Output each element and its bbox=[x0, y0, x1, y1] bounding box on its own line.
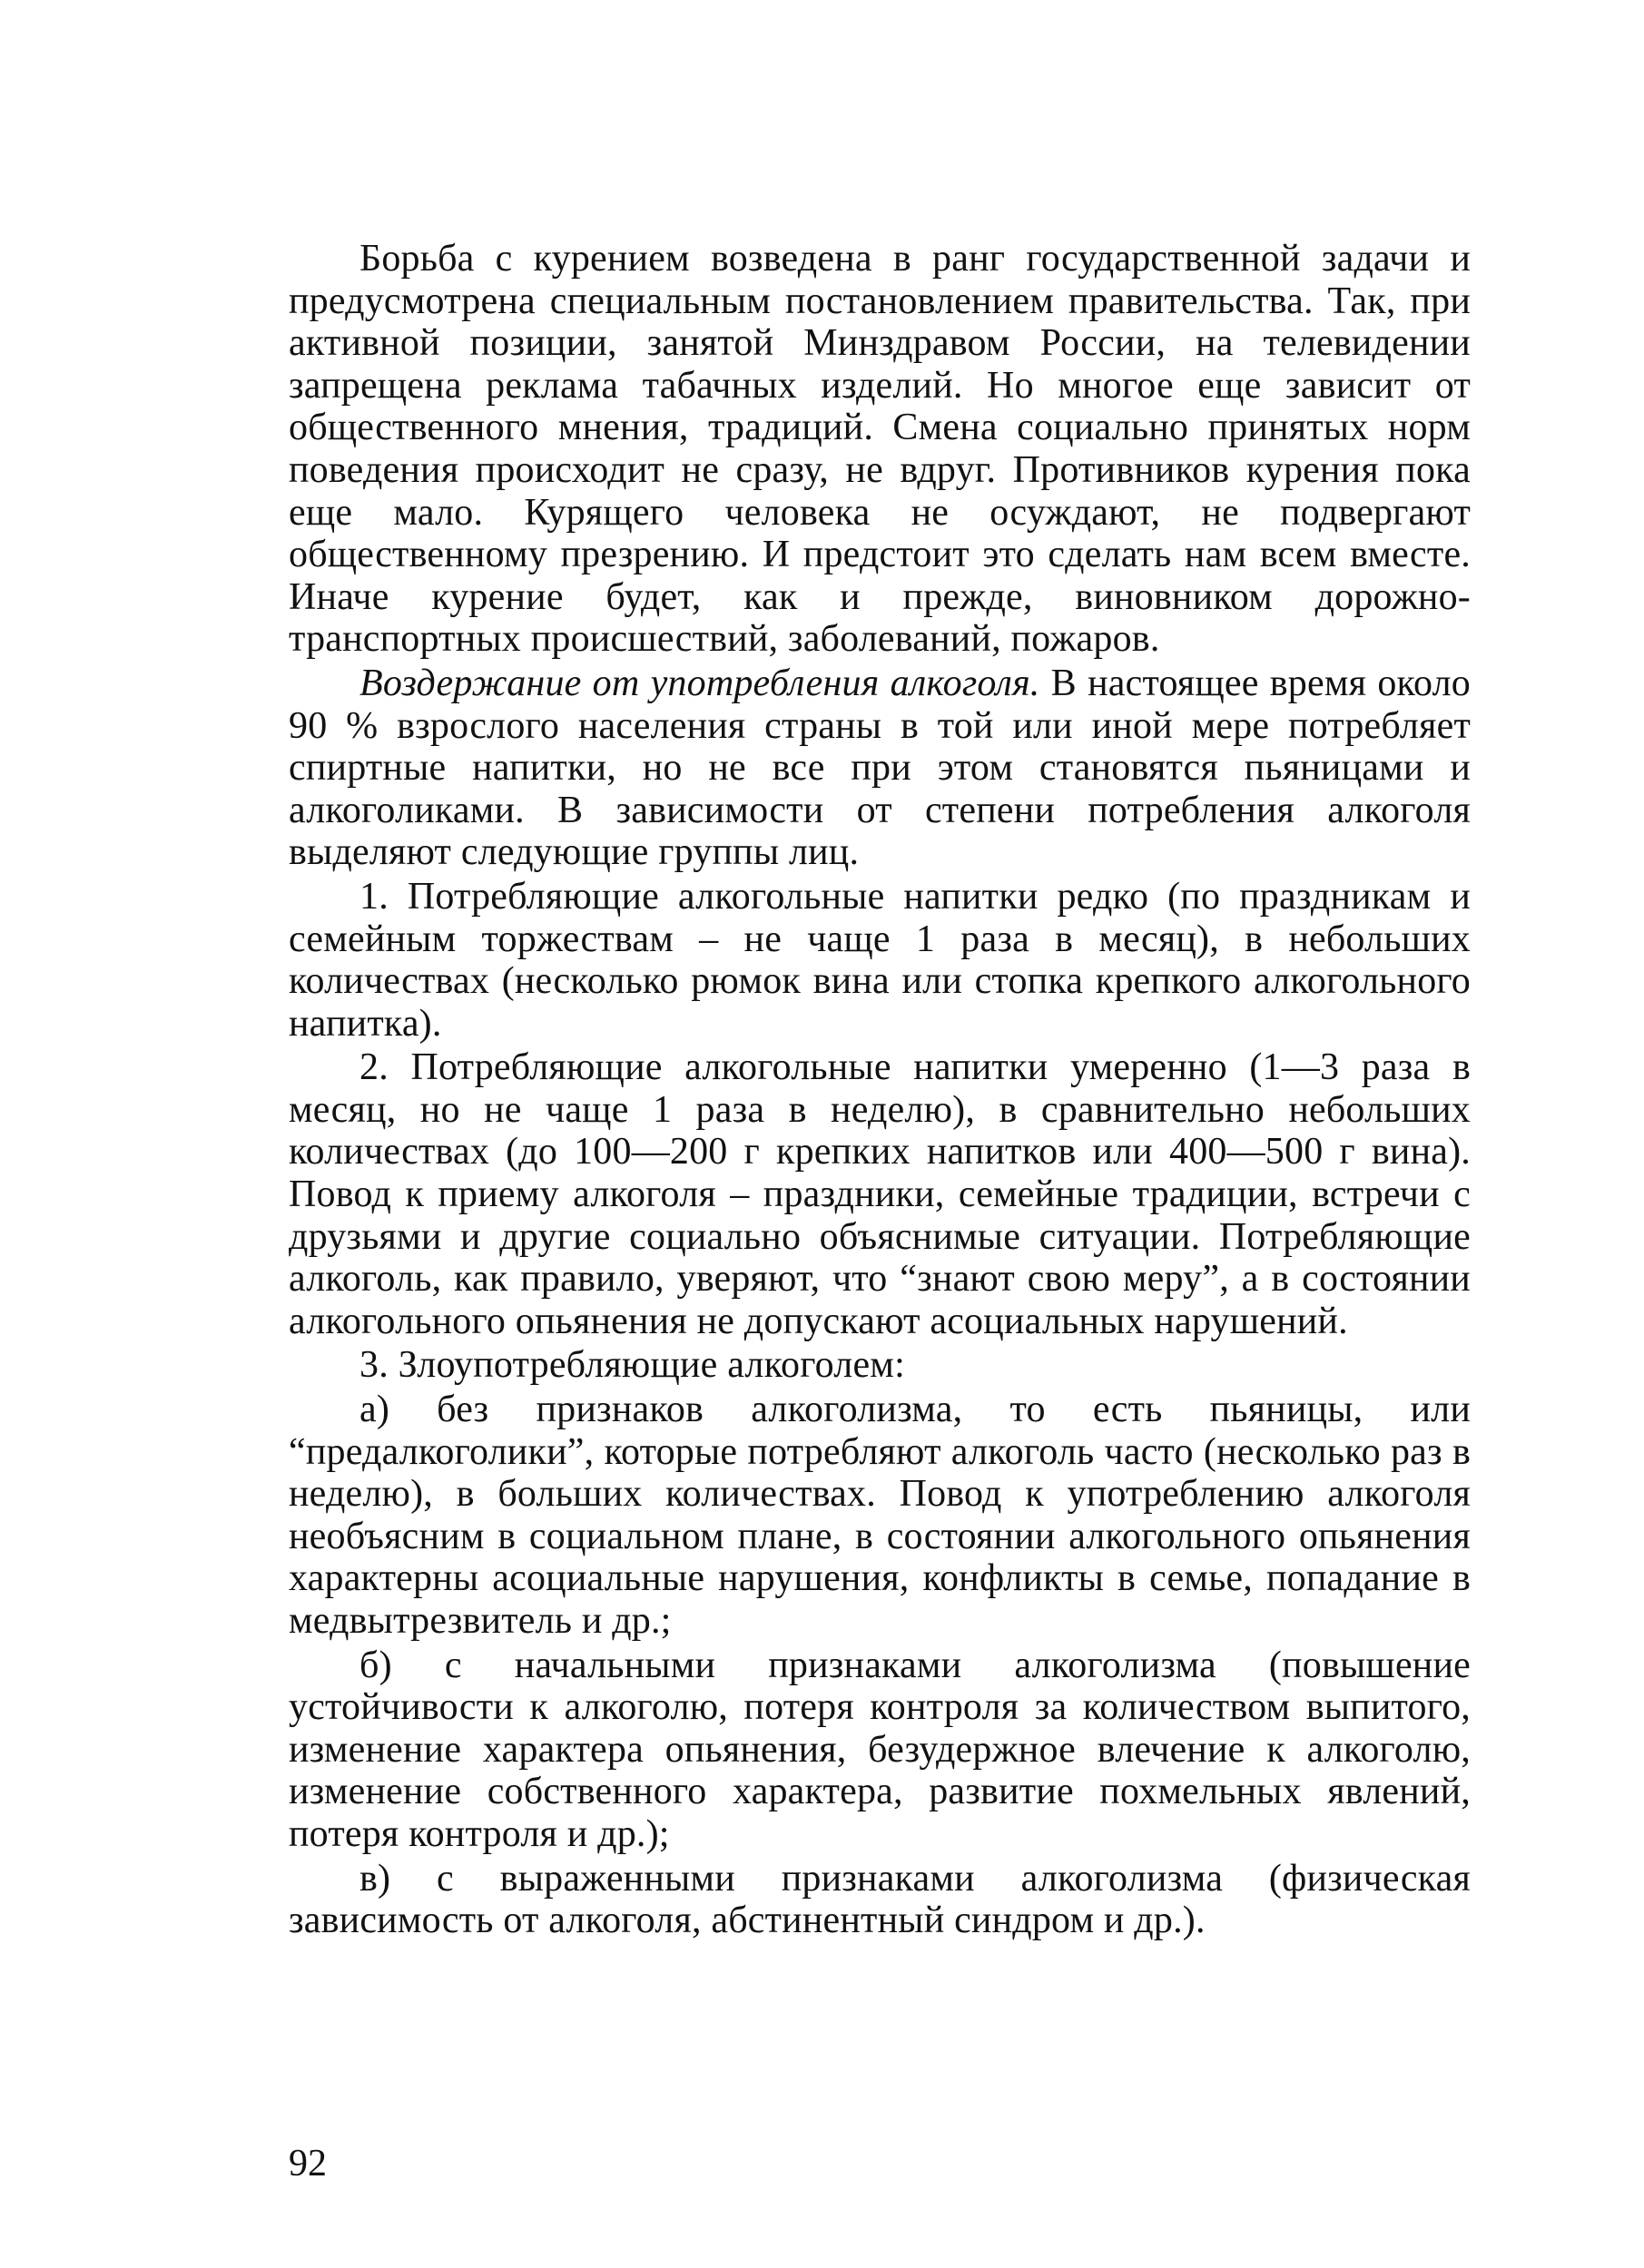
paragraph-text: 1. Потребляющие алкогольные напитки редко (по праздникам и семейным торжествам – не чаще 1 раза в месяц), в небольших количествах (несколько рюмок вина или стопка крепкого алкогольного напитка). bbox=[289, 875, 1471, 1045]
paragraph-group-3 bbox=[289, 1344, 1471, 1387]
paragraph-text: 3. Злоупотребляющие алкоголем: bbox=[359, 1344, 905, 1387]
paragraph-alcohol-intro bbox=[289, 663, 1471, 874]
paragraph-text: в) с выраженными признаками алкоголизма (физическая зависимость от алкоголя, абстинентный синдром и др.). bbox=[289, 1857, 1471, 1942]
paragraph-group-3c bbox=[289, 1858, 1471, 1942]
paragraph-text: В настоящее время около 90 % взрослого населения страны в той или иной мере потребляет спиртные напитки, но не все при этом становятся пьяницами и алкоголиками. В зависимости от степени потребления алкоголя выделяют следующие группы лиц. bbox=[289, 662, 1471, 874]
paragraph-text: 2. Потребляющие алкогольные напитки умеренно (1—3 раза в месяц, но не чаще 1 раза в неделю), в сравнительно небольших количествах (до 100—200 г крепких напитков или 400—500 г вина). Повод к приему алкоголя – праздники, семейные традиции, встречи с друзьями и другие социально объяснимые ситуации. Потребляющие алкоголь, как правило, уверяют, что “знают свою меру”, а в состоянии алкогольного опьянения не допускают асоциальных нарушений. bbox=[289, 1046, 1471, 1342]
paragraph-lead-italic: Воздержание от употребления алкоголя. bbox=[359, 662, 1040, 704]
paragraph-group-3a bbox=[289, 1389, 1471, 1643]
paragraph-group-2 bbox=[289, 1046, 1471, 1342]
page-number: 92 bbox=[289, 2143, 327, 2185]
paragraph-text: а) без признаков алкоголизма, то есть пьяницы, или “предалкоголики”, которые потребляют алкоголь часто (несколько раз в неделю), в больших количествах. Повод к употреблению алкоголя необъясним в социальном плане, в состоянии алкогольного опьянения характерны асоциальные нарушения, конфликты в семье, попадание в медвытрезвитель и др.; bbox=[289, 1389, 1471, 1642]
paragraph-text: б) с начальными признаками алкоголизма (повышение устойчивости к алкоголю, потеря контроля за количеством выпитого, изменение характера опьянения, безудержное влечение к алкоголю, изменение собственного характера, развитие похмельных явлений, потеря контроля и др.); bbox=[289, 1644, 1471, 1855]
paragraph-text: Борьба с курением возведена в ранг государственной задачи и предусмотрена специальным постановлением правительства. Так, при активной позиции, занятой Минздравом России, на телевидении запрещена реклама табачных изделий. Но многое еще зависит от общественного мнения, традиций. Смена социально принятых норм поведения происходит не сразу, не вдруг. Противников курения пока еще мало. Курящего человека не осуждают, не подвергают общественному презрению. И предстоит это сделать нам всем вместе. Иначе курение будет, как и прежде, виновником дорожно-транспортных происшествий, заболеваний, пожаров. bbox=[289, 238, 1471, 661]
paragraph-smoking bbox=[289, 238, 1471, 661]
paragraph-group-3b bbox=[289, 1645, 1471, 1856]
paragraph-group-1 bbox=[289, 876, 1471, 1045]
body-text bbox=[289, 238, 1471, 1944]
